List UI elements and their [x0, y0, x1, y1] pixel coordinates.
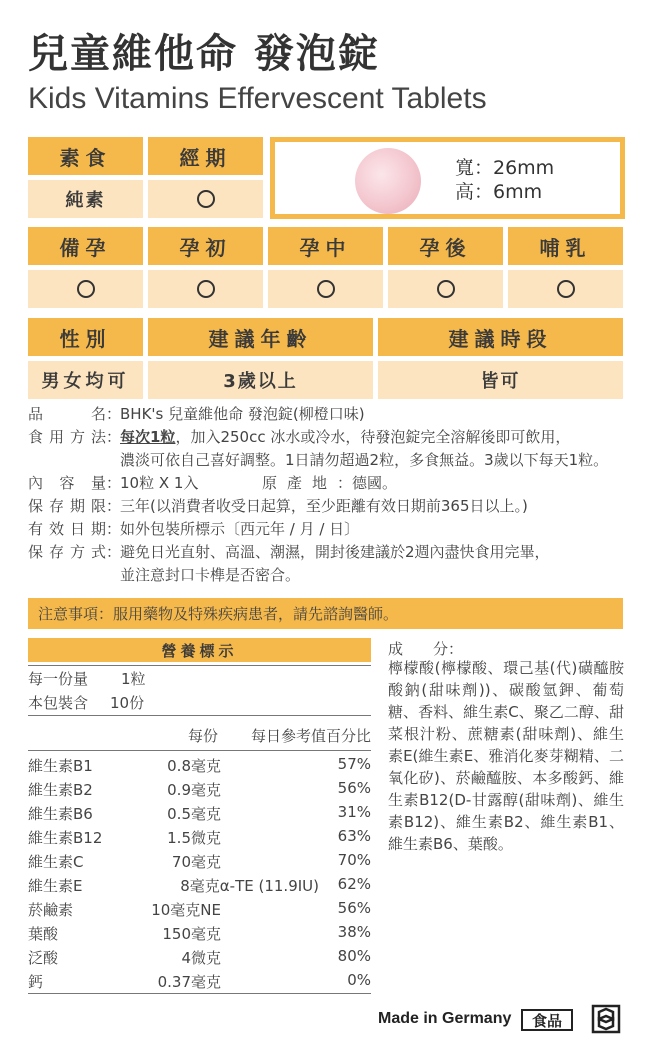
nutrition-row	[28, 899, 371, 923]
nutrient-name: 維生素E	[28, 877, 83, 895]
nutrient-daily-value: 80%	[337, 947, 371, 965]
made-in-text: Made in Germany	[378, 1010, 512, 1027]
storage-line1: 避免日光直射、高溫、潮濕，開封後建議於2週內盡快食用完畢，	[120, 543, 550, 561]
pregnancy-value-mid	[268, 270, 383, 308]
nutrition-divider	[28, 993, 371, 994]
tablet-image	[355, 148, 421, 214]
nutrient-name: 維生素B6	[28, 805, 93, 823]
col-per-serving: 每份	[188, 727, 219, 745]
tablet-width: 寬：26mm	[455, 157, 555, 179]
nutrient-amount: 1.5微克	[167, 829, 221, 847]
nutrient-name: 菸鹼素	[28, 901, 74, 919]
suitable-circle-icon	[317, 280, 335, 298]
nutrient-amount: 0.8毫克	[167, 757, 221, 775]
nutrient-daily-value: 56%	[337, 899, 371, 917]
pregnancy-value-nursing	[508, 270, 623, 308]
volume-label: 內容量	[28, 474, 106, 492]
nutrient-daily-value: 31%	[337, 803, 371, 821]
nutrient-name: 泛酸	[28, 949, 59, 967]
nutrition-row	[28, 827, 371, 851]
storage-line2: 並注意封口卡榫是否密合。	[120, 566, 301, 584]
nutrition-row	[28, 875, 371, 899]
nutrient-daily-value: 57%	[337, 755, 371, 773]
storage-label: 保存方式	[28, 543, 106, 561]
tablet-size-box	[270, 137, 625, 219]
age-header: 建議年齡	[148, 318, 373, 356]
nutrition-row	[28, 779, 371, 803]
nutrition-divider	[28, 750, 371, 751]
gender-header: 性別	[28, 318, 143, 356]
nutrient-name: 葉酸	[28, 925, 59, 943]
time-header: 建議時段	[378, 318, 623, 356]
nutrient-amount: 0.5毫克	[167, 805, 221, 823]
food-badge: 食品	[521, 1009, 573, 1031]
suitable-circle-icon	[77, 280, 95, 298]
nutrient-daily-value: 0%	[347, 971, 371, 989]
nutrient-amount: 150毫克	[162, 925, 221, 943]
nutrition-row	[28, 755, 371, 779]
pregnancy-header-mid: 孕中	[268, 227, 383, 265]
serving-row	[28, 668, 371, 692]
name-label: 品名	[28, 405, 106, 423]
nutrition-row	[28, 851, 371, 875]
nutrition-row	[28, 803, 371, 827]
nutrient-daily-value: 63%	[337, 827, 371, 845]
pregnancy-value-prep	[28, 270, 143, 308]
pregnancy-value-early	[148, 270, 263, 308]
expiry-label: 有效日期	[28, 520, 106, 538]
age-value: 3歲以上	[148, 361, 373, 399]
nutrition-row	[28, 947, 371, 971]
nutrition-column-header	[28, 725, 371, 749]
ingredients-text: 檸檬酸(檸檬酸、環己基(代)磺醯胺酸鈉(甜味劑))、碳酸氫鉀、葡萄糖、香料、維生素C、聚乙二醇、甜菜根汁粉、蔗糖素(甜味劑)、維生素E(維生素E、雅消化麥芽糊精、二氧化矽)、菸鹼醯胺、本多酸鈣、維生素B12(D-甘露醇(甜味劑)、維生素B12)、維生素B2、維生素B1、維生素B6、葉酸。	[388, 659, 624, 853]
nutrition-row	[28, 971, 371, 995]
nutrient-daily-value: 56%	[337, 779, 371, 797]
gender-value: 男女均可	[28, 361, 143, 399]
time-value: 皆可	[378, 361, 623, 399]
nutrient-amount: 4微克	[181, 949, 221, 967]
menstruation-value	[148, 180, 263, 218]
diet-header: 素食	[28, 137, 143, 175]
col-daily-value: 每日參考值百分比	[250, 727, 371, 745]
usage-emphasis: 每次1粒	[120, 428, 176, 446]
pregnancy-value-late	[388, 270, 503, 308]
serving-label: 每一份量	[28, 670, 89, 688]
suitable-circle-icon	[437, 280, 455, 298]
serving-value: 1粒	[121, 670, 146, 688]
nutrition-divider	[28, 715, 371, 716]
ingredients-label: 成 分：	[388, 640, 464, 658]
usage-line2: 濃淡可依自己喜好調整。1日請勿超過2粒，多食無益。3歲以下每天1粒。	[120, 451, 609, 469]
product-info: 品名 ： BHK's 兒童維他命 發泡錠(柳橙口味) 食用方法 ： 每次1粒，加入250cc 冰水或冷水，待發泡錠完全溶解後即可飲用， 濃淡可依自己喜好調整。1日請勿超過2粒，多食無益。3歲以下每天1粒。 內容量 ： 10粒 X 1入 原產地：德國。 保存期限 ： 三年(以消費者收受日起算，至少距離有效日期前365日以上。) 有效日期 ： 如外包裝所標示〔西元年 / 月 / 日〕 保存方式 ： 避免日光直射、高溫、潮濕，開封後建議於2週內盡快食用完畢， 並注意封口卡榫是否密合。	[28, 403, 628, 587]
suitable-circle-icon	[197, 280, 215, 298]
nutrient-amount: 0.37毫克	[157, 973, 221, 991]
name-value: BHK's 兒童維他命 發泡錠(柳橙口味)	[120, 405, 365, 423]
servings-value: 10份	[110, 694, 145, 712]
origin-label: 原產地	[262, 474, 338, 492]
nutrient-name: 維生素B2	[28, 781, 93, 799]
nutrient-name: 鈣	[28, 973, 44, 991]
servings-label: 本包裝含	[28, 694, 89, 712]
pregnancy-header-late: 孕後	[388, 227, 503, 265]
shelf-label: 保存期限	[28, 497, 106, 515]
product-title-en: Kids Vitamins Effervescent Tablets	[28, 82, 487, 115]
pregnancy-header-nursing: 哺乳	[508, 227, 623, 265]
volume-value: 10粒 X 1入	[120, 474, 199, 492]
usage-line1: ，加入250cc 冰水或冷水，待發泡錠完全溶解後即可飲用，	[175, 428, 571, 446]
warning-banner: 注意事項：服用藥物及特殊疾病患者，請先諮詢醫師。	[28, 598, 623, 629]
servings-row	[28, 692, 371, 716]
nutrition-divider	[28, 665, 371, 666]
nutrition-row	[28, 923, 371, 947]
nutrient-amount: 8毫克α-TE (11.9IU)	[180, 877, 319, 895]
tablet-height: 高：6mm	[455, 181, 543, 203]
nutrient-amount: 10毫克NE	[151, 901, 221, 919]
expiry-value: 如外包裝所標示〔西元年 / 月 / 日〕	[120, 520, 360, 538]
recycle-icon	[591, 1004, 621, 1034]
pregnancy-header-prep: 備孕	[28, 227, 143, 265]
nutrient-name: 維生素C	[28, 853, 84, 871]
pregnancy-header-early: 孕初	[148, 227, 263, 265]
product-title-zh: 兒童維他命 發泡錠	[28, 31, 380, 77]
shelf-value: 三年(以消費者收受日起算，至少距離有效日期前365日以上。)	[120, 497, 528, 515]
nutrient-daily-value: 38%	[337, 923, 371, 941]
nutrition-title: 營養標示	[28, 638, 371, 662]
nutrient-amount: 0.9毫克	[167, 781, 221, 799]
suitable-circle-icon	[197, 190, 215, 208]
usage-label: 食用方法	[28, 428, 106, 446]
nutrient-name: 維生素B1	[28, 757, 93, 775]
origin-value: 德國。	[352, 474, 398, 492]
diet-value: 純素	[28, 180, 143, 218]
nutrient-name: 維生素B12	[28, 829, 103, 847]
suitable-circle-icon	[557, 280, 575, 298]
nutrient-daily-value: 70%	[337, 851, 371, 869]
menstruation-header: 經期	[148, 137, 263, 175]
nutrient-daily-value: 62%	[337, 875, 371, 893]
nutrient-amount: 70毫克	[171, 853, 221, 871]
